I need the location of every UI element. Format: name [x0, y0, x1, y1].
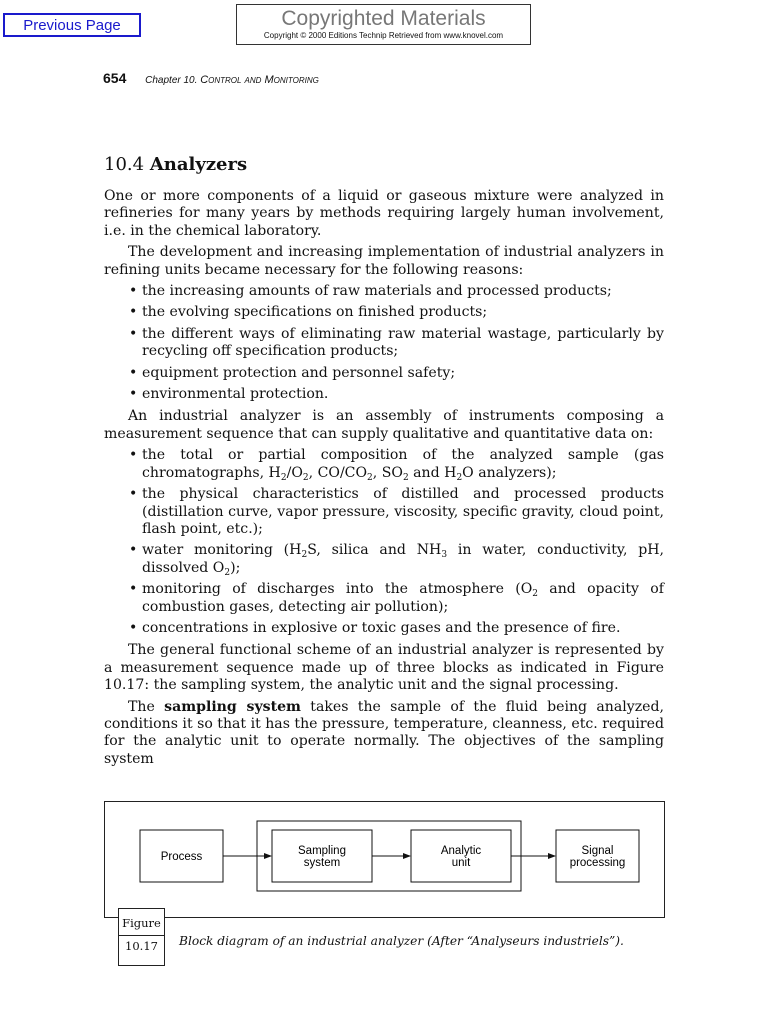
figure-frame [104, 801, 665, 918]
analytic-label-1: Analytic [440, 845, 482, 857]
section-title: Analyzers [149, 154, 248, 175]
previous-page-link[interactable]: Previous Page [3, 13, 141, 37]
figure-word: Figure [122, 916, 161, 930]
list-item: • water monitoring ($H_2S$, silica and $NH_3$ in water, conductivity, pH, dissolved $O_2$); [129, 542, 664, 577]
paragraph: The general functional scheme of an industrial analyzer is represented by a measurement sequence made up of three blocks as indicated in Figure 10.17: the sampling system, the analytic unit and the signal processing. [104, 642, 664, 694]
list-item: • environmental protection. [129, 386, 664, 403]
figure-number: 10.17 [119, 935, 164, 956]
paragraph: One or more components of a liquid or gaseous mixture were analyzed in refineries for many years by methods requiring largely human involvement, i.e. in the chemical laboratory. [104, 188, 664, 239]
signal-label-2: processing [569, 857, 626, 869]
list-item: • the different ways of eliminating raw material wastage, particularly by recycling off specification products; [129, 326, 664, 361]
reasons-list [104, 283, 664, 403]
sampling-label-1: Sampling [298, 845, 346, 857]
paragraph: The sampling system takes the sample of the fluid being analyzed, conditions it so that it has the pressure, temperature, cleanness, etc. required for the analytic unit to operate normally. The objectives of the sampling system [104, 698, 665, 767]
block-diagram [105, 802, 666, 919]
running-head [103, 70, 319, 86]
list-item: • the increasing amounts of raw materials and processed products; [129, 283, 664, 300]
chapter-title: Control and Monitoring [200, 74, 319, 86]
copyright-title: Copyrighted Materials [281, 7, 486, 30]
chapter-label: Chapter 10. [145, 75, 198, 86]
process-label: Process [160, 851, 203, 863]
paragraph: The development and increasing implementation of industrial analyzers in refining units became necessary for the following reasons: [104, 244, 664, 278]
analytic-label-2: unit [451, 857, 471, 869]
list-item: • the total or partial composition of the analyzed sample (gas chromatographs, $H_2/O_2$, $CO/CO_2$, $SO_2$ and $H_2O$ analyzers); [129, 447, 664, 482]
sampling-label-2: system [303, 857, 341, 869]
list-item: • the evolving specifications on finished products; [129, 304, 664, 321]
page-number: 654 [103, 70, 127, 86]
term-sampling-system: sampling system [164, 698, 301, 715]
list-item: • the physical characteristics of distilled and processed products (distillation curve, vapor pressure, viscosity, specific gravity, cloud point, flash point, etc.); [129, 486, 664, 538]
figure-caption: Block diagram of an industrial analyzer (After “Analyseurs industriels”). [179, 934, 624, 948]
list-item: • equipment protection and personnel safety; [129, 365, 664, 382]
copyright-notice: Copyright © 2000 Editions Technip Retrieved from www.knovel.com [263, 31, 504, 40]
body-text [104, 188, 664, 772]
signal-label-1: Signal [581, 845, 614, 857]
data-list [104, 447, 664, 637]
figure-tag [118, 908, 165, 966]
list-item: • monitoring of discharges into the atmosphere ($O_2$ and opacity of combustion gases, detecting air pollution); [129, 581, 664, 616]
list-item: • concentrations in explosive or toxic gases and the presence of fire. [129, 620, 664, 637]
section-heading [104, 154, 247, 175]
paragraph: An industrial analyzer is an assembly of instruments composing a measurement sequence that can supply qualitative and quantitative data on: [104, 408, 664, 442]
section-number: 10.4 [104, 154, 145, 175]
copyright-banner [236, 4, 531, 45]
